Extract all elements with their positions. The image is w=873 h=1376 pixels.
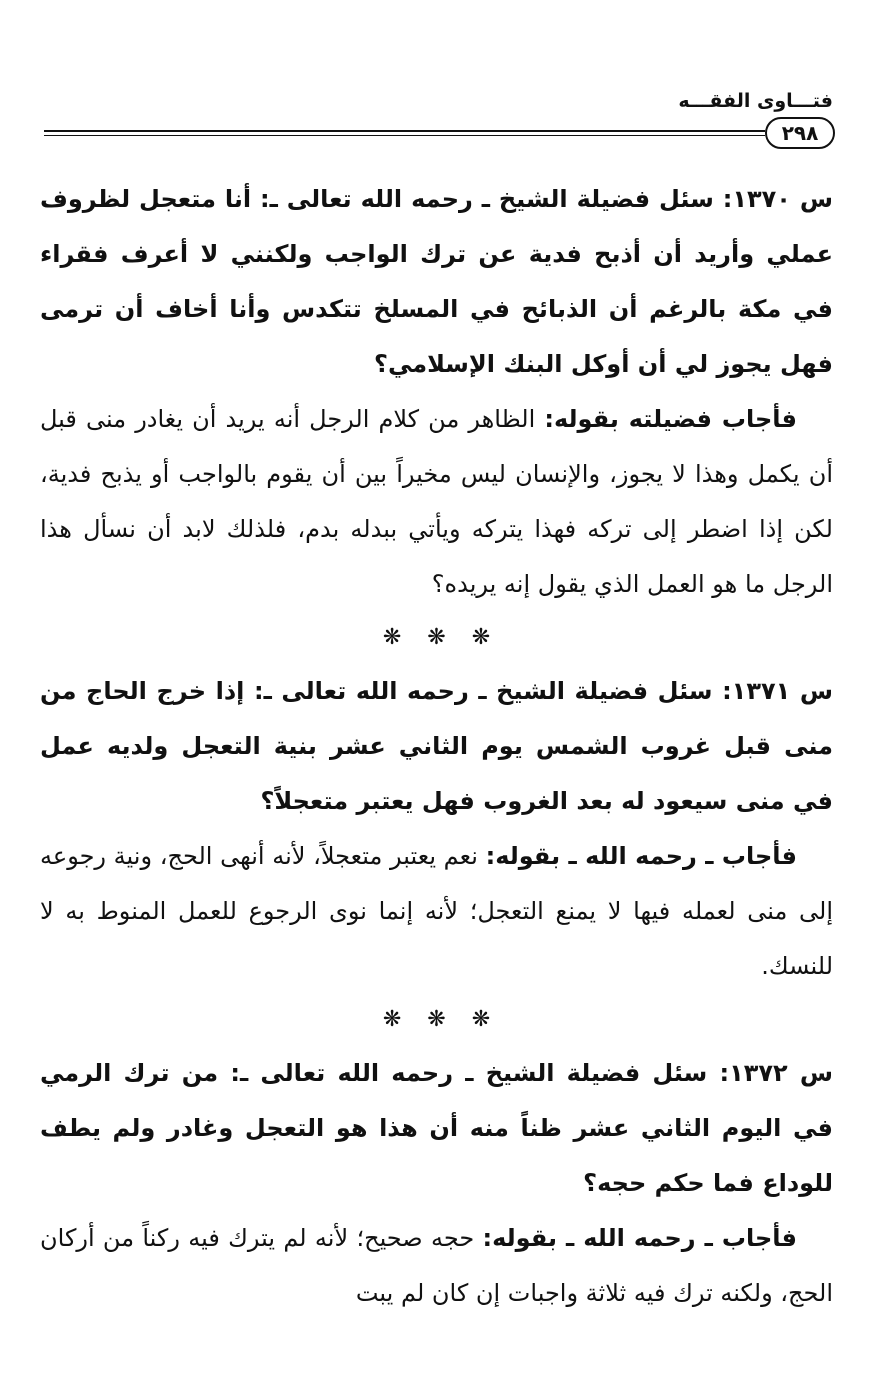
page-body bbox=[40, 172, 833, 1321]
question-paragraph bbox=[40, 172, 833, 392]
question-number: س ١٣٧٢: bbox=[719, 1059, 833, 1087]
fatwa-entry-1371 bbox=[40, 664, 833, 994]
question-text: سئل فضيلة الشيخ ـ رحمه الله تعالى ـ: من ترك الرمي في اليوم الثاني عشر ظناً منه أن هذا هو التعجل وغادر ولم يطف للوداع فما حكم حجه؟ bbox=[40, 1059, 833, 1197]
section-separator: ❋❋❋ bbox=[382, 625, 517, 650]
question-number: س ١٣٧٠: bbox=[722, 185, 833, 213]
section-separator: ❋❋❋ bbox=[382, 1007, 517, 1032]
page-number: ٢٩٨ bbox=[765, 117, 835, 149]
answer-lead: فأجاب ـ رحمه الله ـ بقوله: bbox=[485, 842, 797, 870]
answer-lead: فأجاب فضيلته بقوله: bbox=[544, 405, 797, 433]
answer-lead: فأجاب ـ رحمه الله ـ بقوله: bbox=[482, 1224, 798, 1252]
header-rule-thin bbox=[44, 135, 765, 136]
answer-text: حجه صحيح؛ لأنه لم يترك فيه ركناً من أركان الحج، ولكنه ترك فيه ثلاثة واجبات إن كان لم يبت bbox=[40, 1224, 833, 1307]
header-rule bbox=[44, 130, 765, 138]
header-rule-thick bbox=[44, 130, 765, 132]
fatwa-entry-1372 bbox=[40, 1046, 833, 1321]
question-number: س ١٣٧١: bbox=[722, 677, 833, 705]
answer-paragraph bbox=[40, 392, 833, 612]
answer-text: الظاهر من كلام الرجل أنه يريد أن يغادر منى قبل أن يكمل وهذا لا يجوز، والإنسان ليس مخيراً بين أن يقوم بالواجب أو يذبح فدية، لكن إذا اضطر إلى تركه فهذا يتركه ويأتي ببدله بدم، فلذلك لابد أن نسأل هذا الرجل ما هو العمل الذي يقول إنه يريده؟ bbox=[40, 405, 833, 598]
question-text: سئل فضيلة الشيخ ـ رحمه الله تعالى ـ: إذا خرج الحاج من منى قبل غروب الشمس يوم الثاني عشر بنية التعجل ولديه عمل في منى سيعود له بعد الغروب فهل يعتبر متعجلاً؟ bbox=[40, 677, 833, 815]
question-text: سئل فضيلة الشيخ ـ رحمه الله تعالى ـ: أنا متعجل لظروف عملي وأريد أن أذبح فدية عن ترك الواجب ولكنني لا أعرف فقراء في مكة بالرغم أن الذبائح في المسلخ تتكدس وأنا أخاف أن ترمى فهل يجوز لي أن أوكل البنك الإسلامي؟ bbox=[40, 185, 833, 378]
answer-text: نعم يعتبر متعجلاً، لأنه أنهى الحج، ونية رجوعه إلى منى لعمله فيها لا يمنع التعجل؛ لأنه إنما نوى الرجوع للعمل المنوط به لا للنسك. bbox=[40, 842, 833, 980]
fatwa-entry-1370 bbox=[40, 172, 833, 612]
answer-paragraph bbox=[40, 1211, 833, 1321]
question-paragraph bbox=[40, 1046, 833, 1211]
running-title: فتـــاوى الفقـــه bbox=[678, 90, 833, 112]
question-paragraph bbox=[40, 664, 833, 829]
answer-paragraph bbox=[40, 829, 833, 994]
